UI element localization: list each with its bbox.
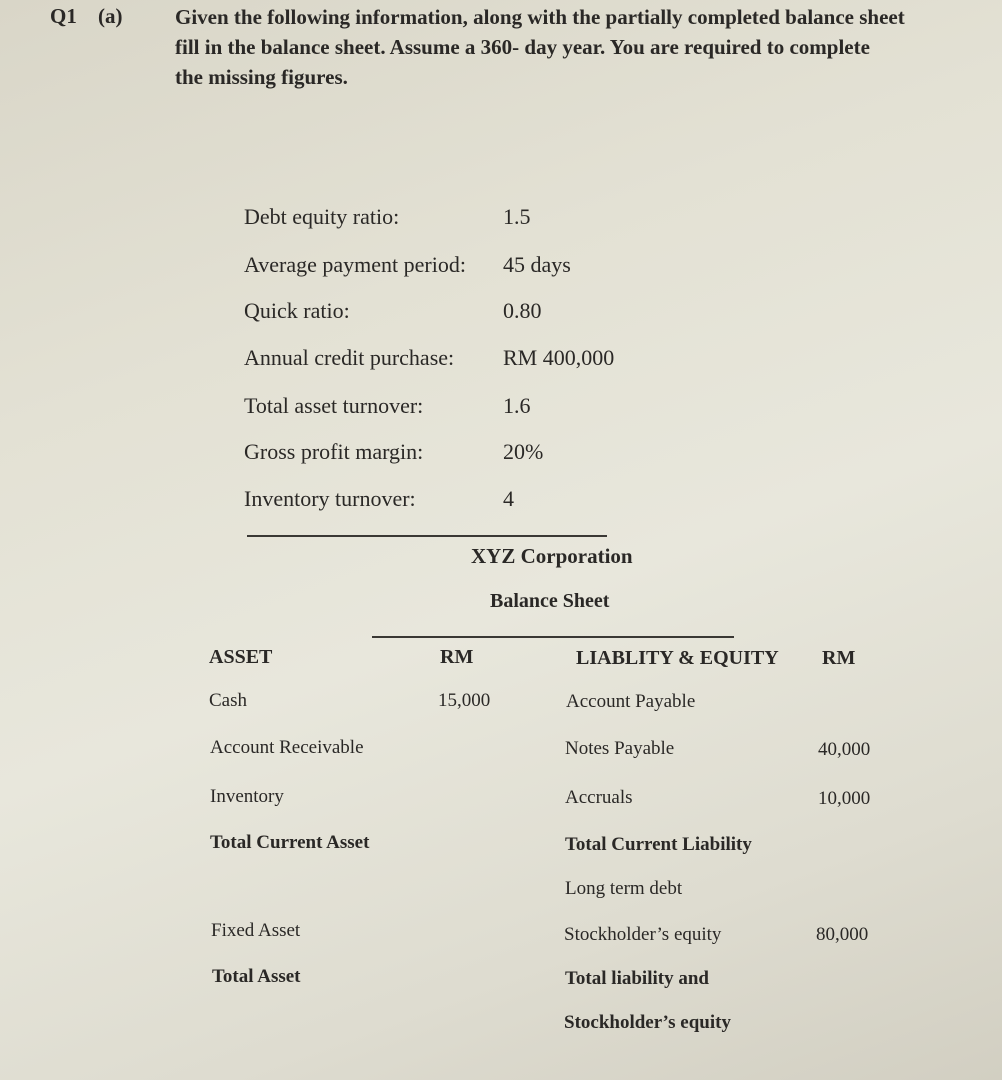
question-part: (a) — [98, 4, 123, 28]
given-label-asset-turnover: Total asset turnover: — [244, 393, 424, 418]
asset-header: ASSET — [209, 646, 273, 668]
given-label-inventory-turnover: Inventory turnover: — [244, 486, 416, 511]
liability-header: LIABLITY & EQUITY — [576, 647, 779, 669]
given-label-gross-margin: Gross profit margin: — [244, 439, 424, 464]
given-value-credit-purchase: RM 400,000 — [503, 345, 615, 370]
liability-value-accruals: 10,000 — [818, 788, 871, 809]
asset-label-cash: Cash — [209, 690, 247, 711]
asset-label-total-current: Total Current Asset — [210, 832, 370, 853]
instruction-line-3: the missing figures. — [175, 65, 348, 89]
company-name: XYZ Corporation — [471, 544, 633, 568]
balance-sheet-title: Balance Sheet — [490, 590, 610, 612]
given-value-asset-turnover: 1.6 — [503, 393, 531, 418]
given-value-quick-ratio: 0.80 — [503, 298, 542, 323]
liability-value-stockholders-equity: 80,000 — [816, 924, 869, 945]
given-label-quick-ratio: Quick ratio: — [244, 298, 350, 323]
liability-label-total-line2: Stockholder’s equity — [564, 1012, 731, 1033]
instruction-line-2: fill in the balance sheet. Assume a 360- day year. You are required to complete — [175, 35, 870, 59]
liability-label-account-payable: Account Payable — [566, 691, 696, 712]
liability-label-total-current: Total Current Liability — [565, 834, 752, 855]
asset-label-total: Total Asset — [212, 966, 301, 987]
liability-label-stockholders-equity: Stockholder’s equity — [564, 924, 722, 945]
given-value-inventory-turnover: 4 — [503, 486, 514, 511]
given-value-payment-period: 45 days — [503, 252, 571, 277]
asset-value-cash: 15,000 — [438, 690, 491, 711]
asset-label-inventory: Inventory — [210, 786, 284, 807]
liability-currency-header: RM — [822, 647, 856, 669]
divider-top — [247, 535, 607, 537]
given-label-credit-purchase: Annual credit purchase: — [244, 345, 455, 370]
liability-label-notes-payable: Notes Payable — [565, 738, 675, 759]
asset-label-receivable: Account Receivable — [210, 737, 364, 758]
instruction-line-1: Given the following information, along with the partially completed balance sheet — [175, 5, 905, 29]
question-instruction — [175, 2, 955, 92]
asset-currency-header: RM — [440, 646, 474, 668]
divider-bottom — [372, 636, 734, 638]
given-value-gross-margin: 20% — [503, 439, 544, 464]
asset-label-fixed: Fixed Asset — [211, 920, 301, 941]
liability-label-long-term-debt: Long term debt — [565, 878, 683, 899]
question-number: Q1 — [50, 4, 77, 28]
liability-label-accruals: Accruals — [565, 787, 633, 808]
liability-label-total-line1: Total liability and — [565, 968, 709, 989]
given-value-debt-equity: 1.5 — [503, 204, 531, 229]
given-label-payment-period: Average payment period: — [244, 252, 466, 277]
liability-value-notes-payable: 40,000 — [818, 739, 871, 760]
given-label-debt-equity: Debt equity ratio: — [244, 204, 400, 229]
